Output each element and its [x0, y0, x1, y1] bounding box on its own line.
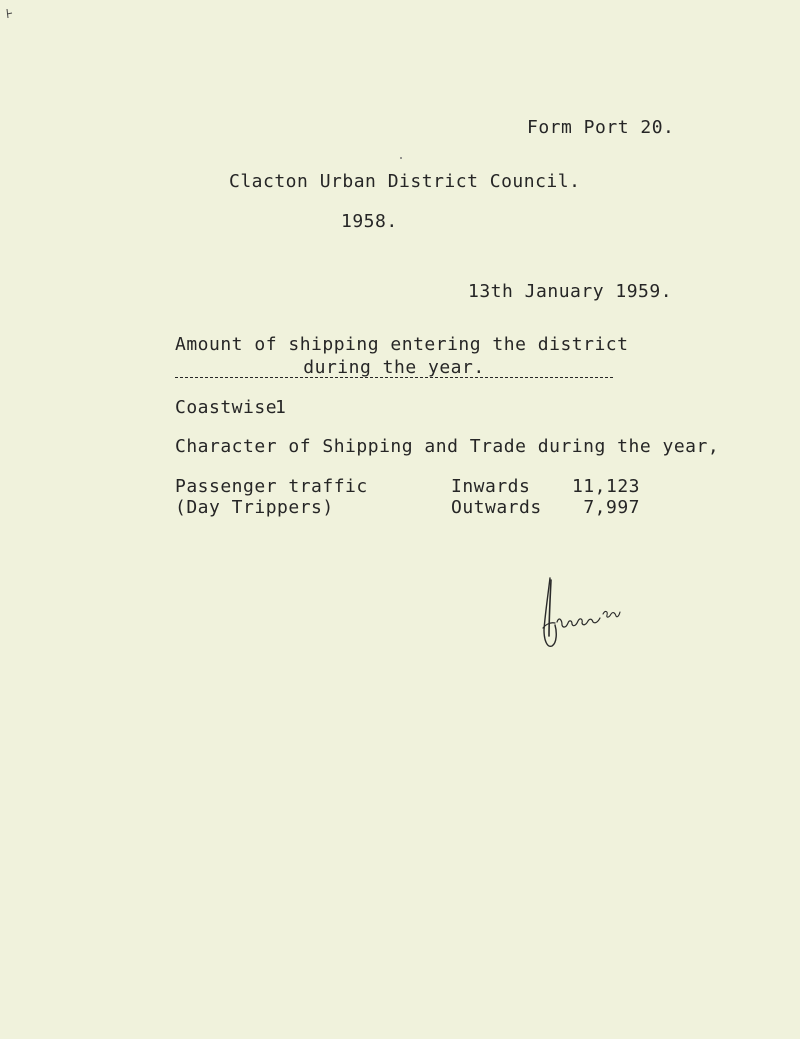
report-date: 13th January 1959.: [468, 281, 673, 302]
handwritten-signature: [535, 570, 635, 660]
corner-tick-mark: [6, 8, 14, 20]
council-name: Clacton Urban District Council.: [229, 171, 581, 192]
section-heading-continued: [175, 357, 613, 379]
character-heading: Character of Shipping and Trade during the year,: [175, 436, 720, 457]
inwards-value: 11,123: [571, 476, 640, 497]
section-heading-line2: during the year.: [303, 357, 485, 378]
coastwise-value: 1: [275, 397, 287, 418]
form-number: Form Port 20.: [527, 117, 675, 138]
stray-dot: [400, 157, 402, 159]
inwards-label: Inwards: [451, 476, 531, 497]
report-year: 1958.: [341, 211, 398, 232]
outwards-label: Outwards: [451, 497, 542, 518]
passenger-traffic-label: Passenger traffic: [175, 476, 368, 497]
coastwise-label: Coastwise: [175, 397, 278, 418]
passenger-traffic-sublabel: (Day Trippers): [175, 497, 334, 518]
outwards-value: 7,997: [583, 497, 640, 518]
section-heading: Amount of shipping entering the district: [175, 334, 629, 355]
